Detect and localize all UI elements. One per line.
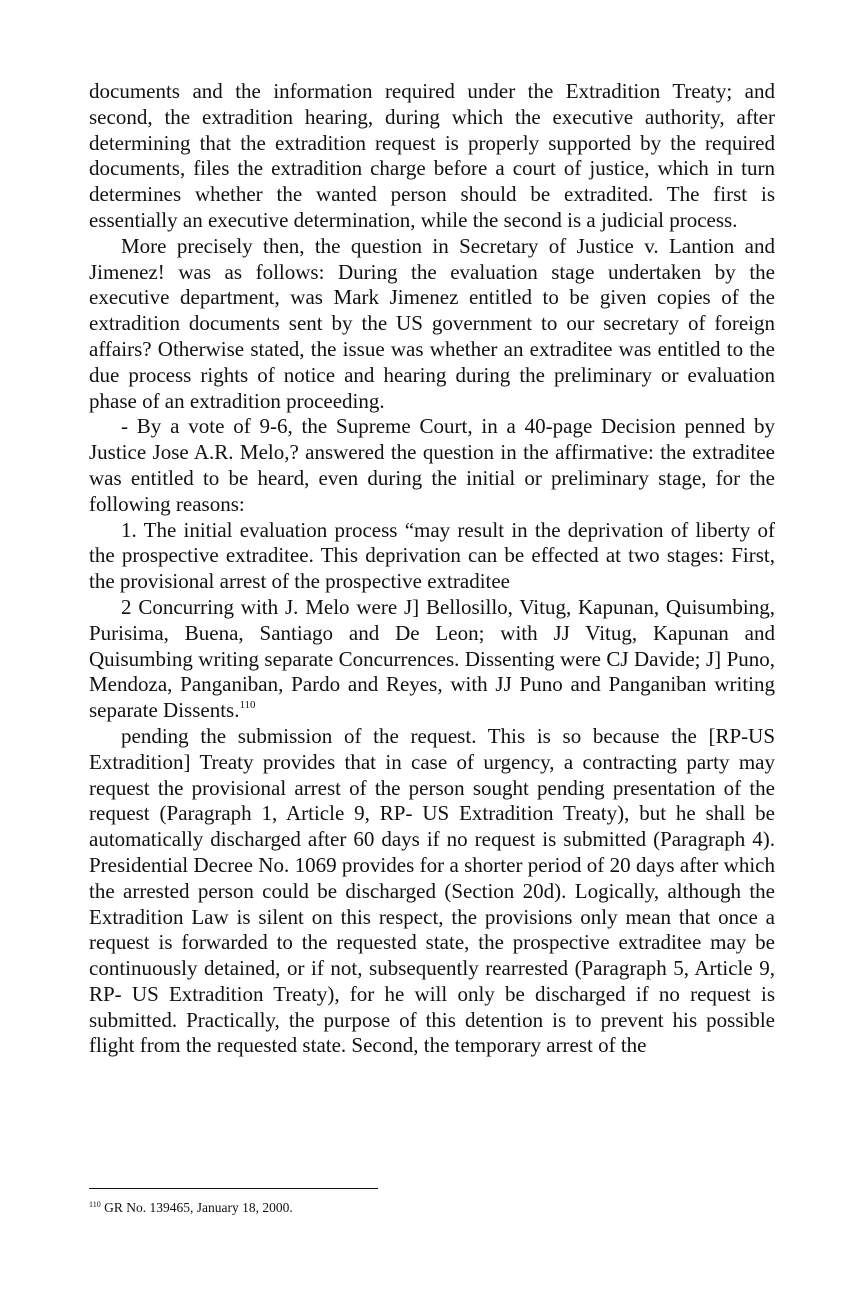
footnote-number: 110 (89, 1200, 101, 1209)
paragraph-vote: - By a vote of 9-6, the Supreme Court, in a 40-page Decision penned by Justice Jose A.R. Melo,? answered the question in the affirmative: the extraditee was entitled to be heard, even during the initial or preliminary stage, for the following reasons: (89, 414, 775, 516)
paragraph-concurring-text: 2 Concurring with J. Melo were J] Bellosillo, Vitug, Kapunan, Quisumbing, Purisima, Buena, Santiago and De Leon; with JJ Vitug, Kapunan and Quisumbing writing separate Concurrences. Dissenting were CJ Davide; J] Puno, Mendoza, Panganiban, Pardo and Reyes, with JJ Puno and Panganiban writing separate Dissents. (89, 594, 775, 723)
footnote-text: GR No. 139465, January 18, 2000. (100, 1200, 293, 1215)
paragraph-question: More precisely then, the question in Secretary of Justice v. Lantion and Jimenez! was as follows: During the evaluation stage undertaken by the executive department, was Mark Jimenez entitled to be given copies of the extradition documents sent by the US government to our secretary of foreign affairs? Otherwise stated, the issue was whether an extraditee was entitled to the due process rights of notice and hearing during the preliminary or evaluation phase of an extradition proceeding. (89, 233, 775, 413)
footnote (89, 1200, 293, 1216)
document-body (89, 79, 775, 1059)
paragraph-reason-1: 1. The initial evaluation process “may result in the deprivation of liberty of the prospective extraditee. This deprivation can be effected at two stages: First, the provisional arrest of the prospective extraditee (89, 517, 775, 594)
paragraph-concurring (89, 595, 775, 724)
footnote-reference: 110 (239, 699, 256, 712)
paragraph-continuation: documents and the information required under the Extradition Treaty; and second, the extradition hearing, during which the executive authority, after determining that the extradition request is properly supported by the required documents, files the extradition charge before a court of justice, which in turn determines whether the wanted person should be extradited. The first is essentially an executive determination, while the second is a judicial process. (89, 79, 775, 232)
paragraph-provisional-arrest: pending the submission of the request. This is so because the [RP-US Extradition] Treaty provides that in case of urgency, a contracting party may request the provisional arrest of the person sought pending presentation of the request (Paragraph 1, Article 9, RP- US Extradition Treaty), but he shall be automatically discharged after 60 days if no request is submitted (Paragraph 4). Presidential Decree No. 1069 provides for a shorter period of 20 days after which the arrested person could be discharged (Section 20d). Logically, although the Extradition Law is silent on this respect, the provisions only mean that once a request is forwarded to the requested state, the prospective extraditee may be continuously detained, or if not, subsequently rearrested (Paragraph 5, Article 9, RP- US Extradition Treaty), for he will only be discharged if no request is submitted. Practically, the purpose of this detention is to prevent his possible flight from the requested state. Second, the temporary arrest of the (89, 723, 775, 1058)
footnote-divider (89, 1188, 378, 1189)
